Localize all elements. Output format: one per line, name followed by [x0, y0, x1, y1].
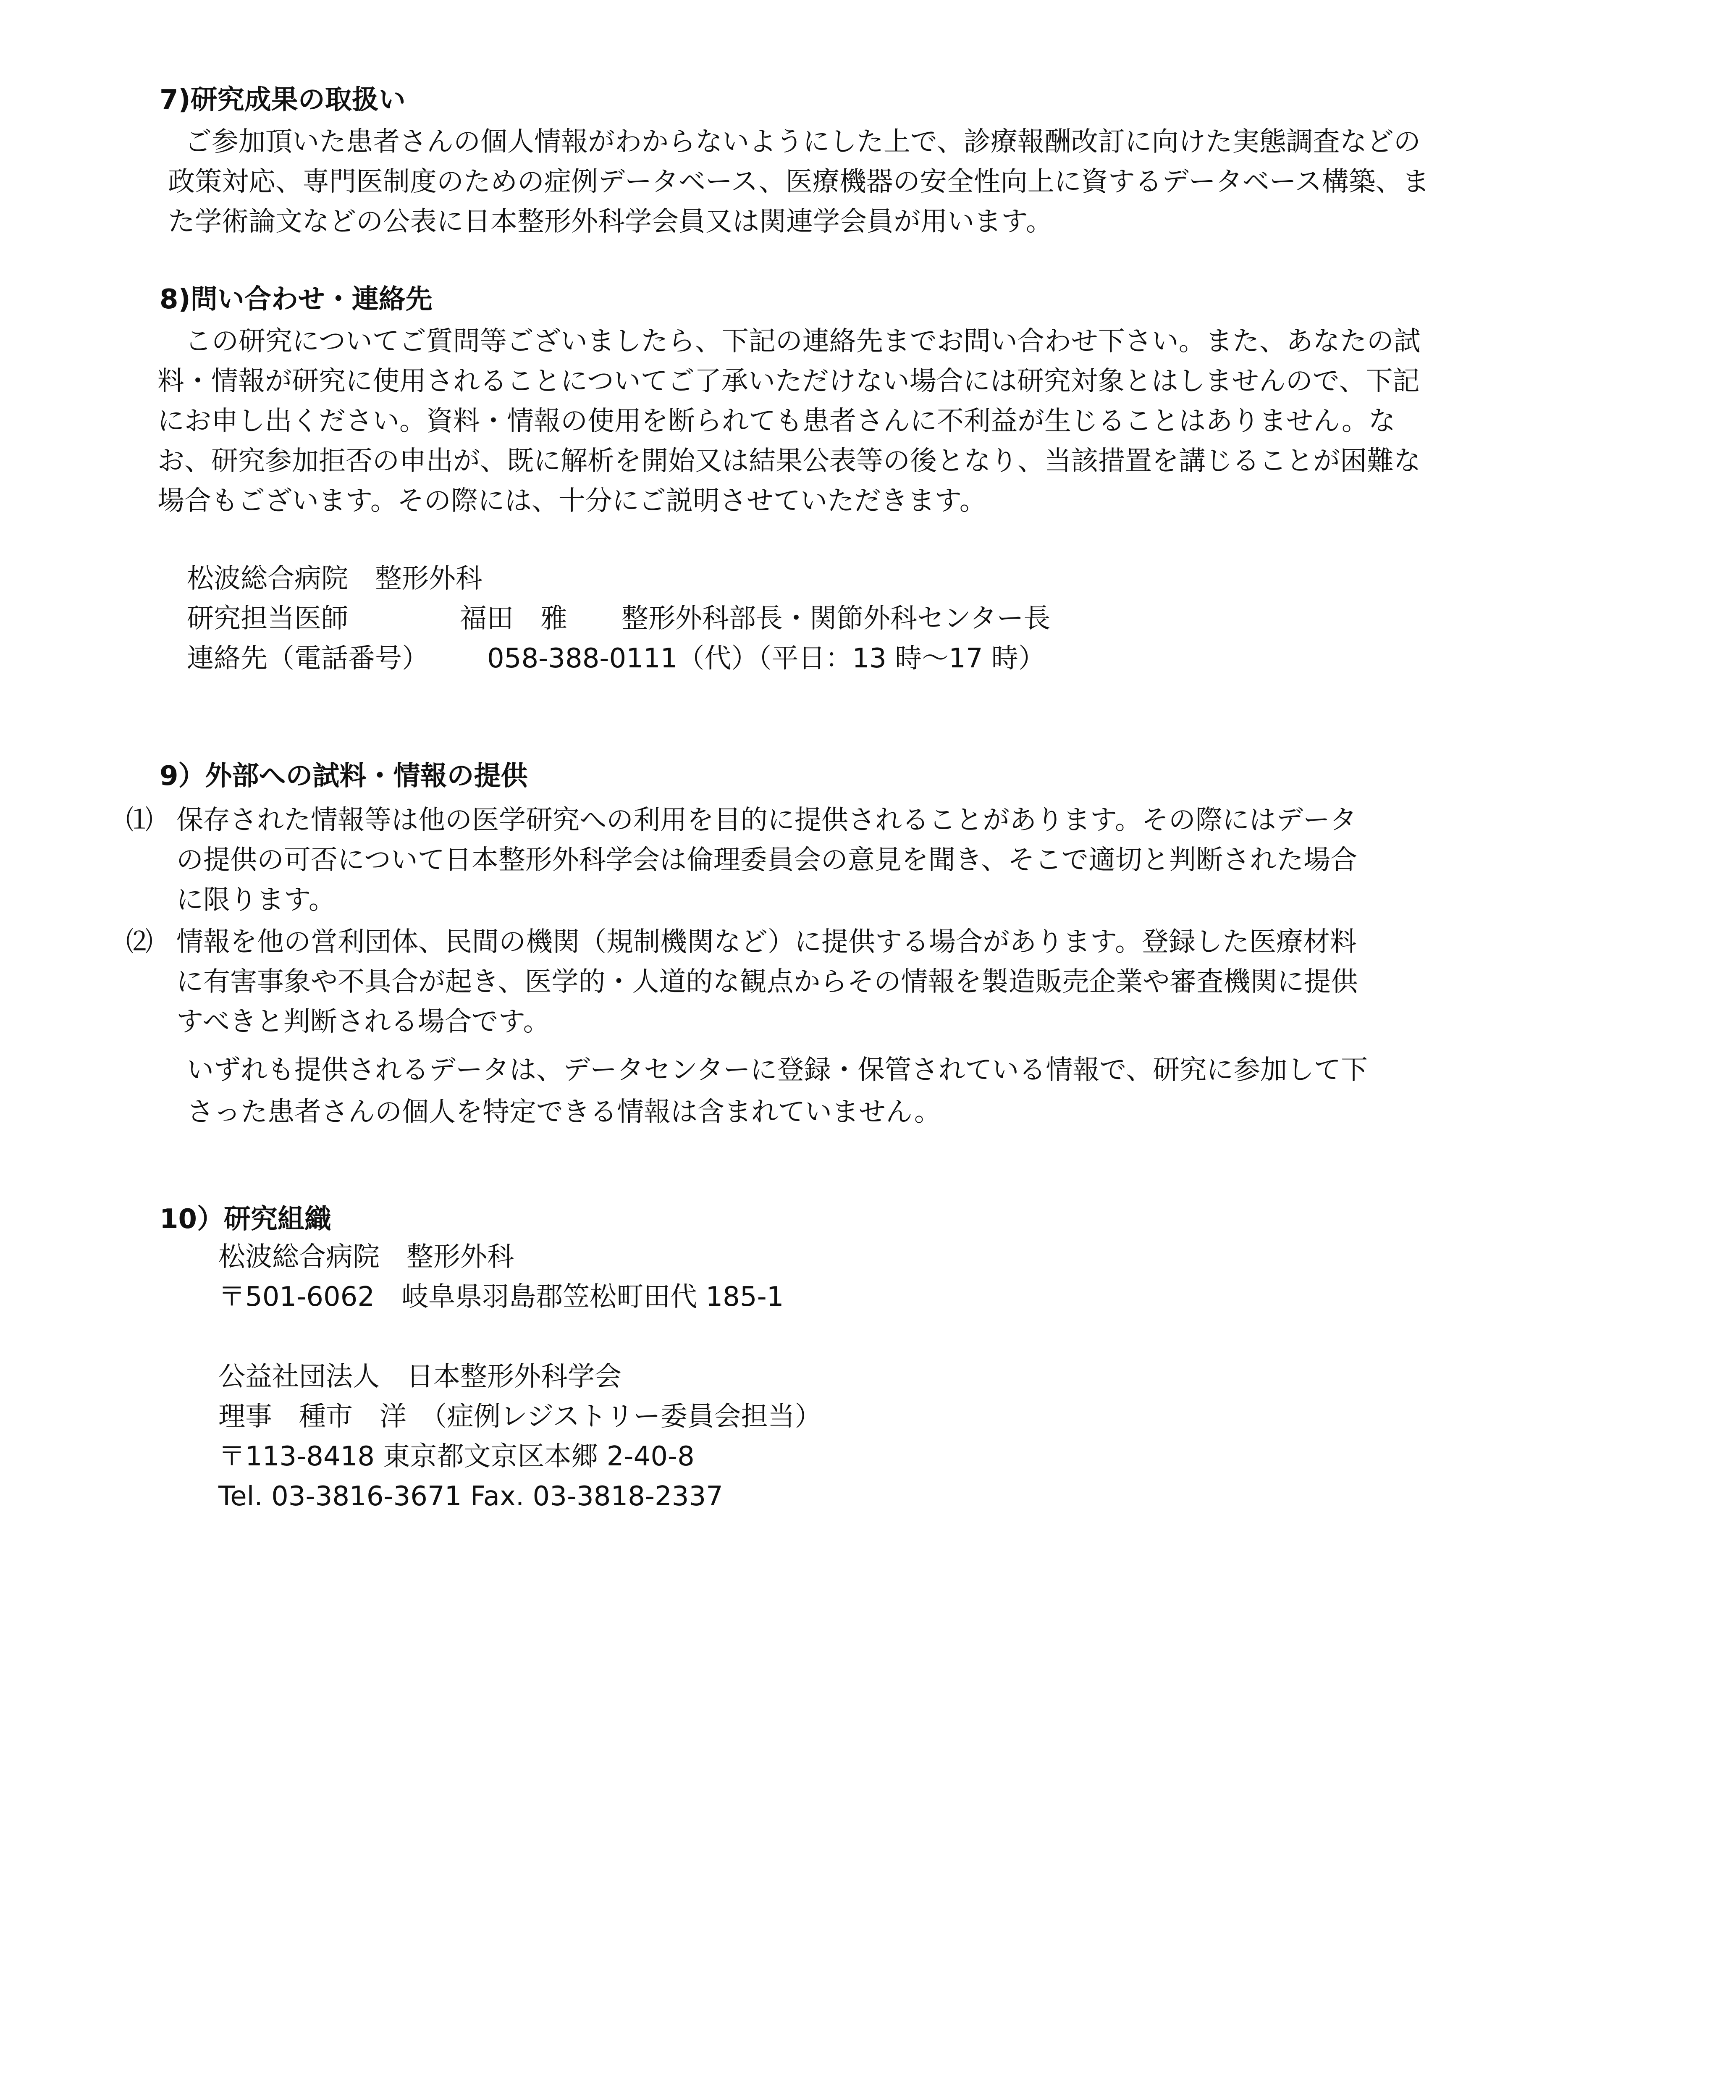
list-marker-2: ⑵	[126, 927, 153, 958]
section-9-note-line: いずれも提供されるデータは、データセンターに登録・保管されている情報で、研究に参加して下	[187, 1055, 1368, 1086]
section-7-line: ご参加頂いた患者さんの個人情報がわからないようにした上で、診療報酬改訂に向けた実態調査などの	[185, 126, 1421, 158]
org-1-address: 〒501-6062 岐阜県羽島郡笠松町田代 185-1	[218, 1281, 784, 1312]
org-1-line: 松波総合病院 整形外科	[218, 1242, 514, 1273]
section-10-heading: 10）研究組織	[160, 1204, 332, 1235]
section-9-item-2-line: に有害事象や不具合が起き、医学的・人道的な観点からその情報を製造販売企業や審査機関に提供	[176, 966, 1358, 998]
org-2-line: 理事 種市 洋 （症例レジストリー委員会担当）	[218, 1401, 822, 1432]
section-7-line: た学術論文などの公表に日本整形外科学会員又は関連学会員が用います。	[168, 206, 1053, 237]
contact-doctor-name: 福田 雅	[460, 603, 567, 634]
list-marker-1: ⑴	[126, 805, 153, 836]
contact-phone-label: 連絡先（電話番号）	[187, 643, 429, 674]
section-8-line: この研究についてご質問等ございましたら、下記の連絡先までお問い合わせ下さい。また、あなたの試	[185, 326, 1421, 357]
org-2-line: 公益社団法人 日本整形外科学会	[218, 1361, 621, 1392]
org-2-address: 〒113-8418 東京都文京区本郷 2-40-8	[218, 1441, 695, 1472]
section-9-heading: 9）外部への試料・情報の提供	[160, 761, 528, 792]
section-8-line: にお申し出ください。資料・情報の使用を断られても患者さんに不利益が生じることはありません。な	[157, 406, 1395, 437]
contact-doctor-title: 整形外科部長・関節外科センター長	[621, 603, 1051, 634]
section-9-item-2-line: 情報を他の営利団体、民間の機関（規制機関など）に提供する場合があります。登録した医療材料	[176, 927, 1357, 958]
section-9-note-line: さった患者さんの個人を特定できる情報は含まれていません。	[187, 1097, 941, 1128]
section-8-line: お、研究参加拒否の申出が、既に解析を開始又は結果公表等の後となり、当該措置を講じることが困難な	[157, 446, 1421, 477]
section-9-item-1-line: 保存された情報等は他の医学研究への利用を目的に提供されることがあります。その際にはデータ	[176, 805, 1357, 836]
org-2-phone-fax: Tel. 03-3816-3671 Fax. 03-3818-2337	[218, 1481, 723, 1512]
section-7-line: 政策対応、専門医制度のための症例データベース、医療機器の安全性向上に資するデータベース構築、ま	[168, 166, 1429, 197]
section-7-heading: 7)研究成果の取扱い	[160, 84, 406, 116]
section-9-item-1-line: に限ります。	[176, 885, 336, 916]
contact-hospital: 松波総合病院 整形外科	[187, 563, 483, 594]
section-9-item-2-line: すべきと判断される場合です。	[176, 1006, 550, 1037]
section-9-item-1-line: の提供の可否について日本整形外科学会は倫理委員会の意見を聞き、そこで適切と判断された場合	[176, 845, 1358, 876]
contact-doctor-label: 研究担当医師	[187, 603, 348, 634]
section-8-line: 場合もございます。その際には、十分にご説明させていただきます。	[157, 486, 986, 517]
section-8-line: 料・情報が研究に使用されることについてご了承いただけない場合には研究対象とはしませんので、下記	[157, 366, 1420, 397]
contact-phone-value: 058-388-0111（代）（平日：13 時～17 時）	[487, 643, 1045, 674]
section-8-heading: 8)問い合わせ・連絡先	[160, 284, 433, 315]
